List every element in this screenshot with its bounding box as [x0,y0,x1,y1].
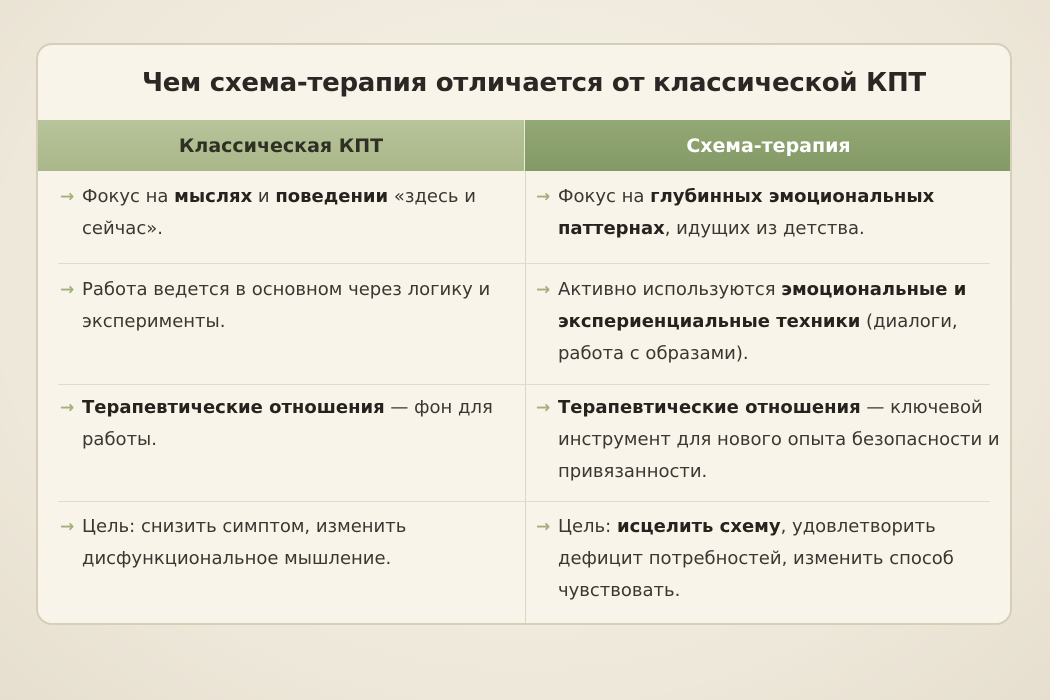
arrow-right-icon: → [536,187,551,207]
cell-classic [60,274,510,338]
row-divider [58,384,990,385]
cell-schema [536,392,1006,488]
table-header [38,120,1010,171]
cell-text: Терапевтические отношения — ключевой инструмент для нового опыта безопасности и привязанности. [558,397,1000,482]
emphasis-text: поведении [275,186,389,207]
arrow-right-icon: → [536,398,551,418]
cell-text: Терапевтические отношения — фон для работы. [82,397,493,450]
cell-classic [60,511,510,575]
cell-text: Фокус на мыслях и поведении «здесь и сейчас». [82,186,476,239]
arrow-right-icon: → [60,187,75,207]
arrow-right-icon: → [60,398,75,418]
row-divider [58,263,990,264]
column-header-schema-therapy: Схема-терапия [525,120,1012,171]
cell-text: Цель: снизить симптом, изменить дисфункциональное мышление. [82,516,407,569]
cell-text: Активно используются эмоциональные и экспериенциальные техники (диалоги, работа с образами). [558,279,967,364]
arrow-right-icon: → [60,280,75,300]
cell-classic [60,181,510,245]
page-title: Чем схема-терапия отличается от классической КПТ [142,68,926,98]
cell-schema [536,511,1006,607]
comparison-card [36,43,1012,625]
cell-text: Фокус на глубинных эмоциональных паттернах, идущих из детства. [558,186,935,239]
column-header-classic-cbt: Классическая КПТ [38,120,525,171]
cell-text: Работа ведется в основном через логику и эксперименты. [82,279,491,332]
cell-classic [60,392,510,456]
emphasis-text: мыслях [174,186,253,207]
arrow-right-icon: → [536,280,551,300]
cell-schema [536,274,1006,370]
emphasis-text: Терапевтические отношения [82,397,385,418]
arrow-right-icon: → [536,517,551,537]
arrow-right-icon: → [60,517,75,537]
emphasis-text: эмоциональные и экспериенциальные техники [558,279,967,332]
emphasis-text: исцелить схему [616,516,781,537]
column-divider [525,171,526,625]
emphasis-text: глубинных эмоциональных паттернах [558,186,935,239]
cell-text: Цель: исцелить схему, удовлетворить дефицит потребностей, изменить способ чувствовать. [558,516,954,601]
row-divider [58,501,990,502]
emphasis-text: Терапевтические отношения [558,397,861,418]
cell-schema [536,181,1006,245]
